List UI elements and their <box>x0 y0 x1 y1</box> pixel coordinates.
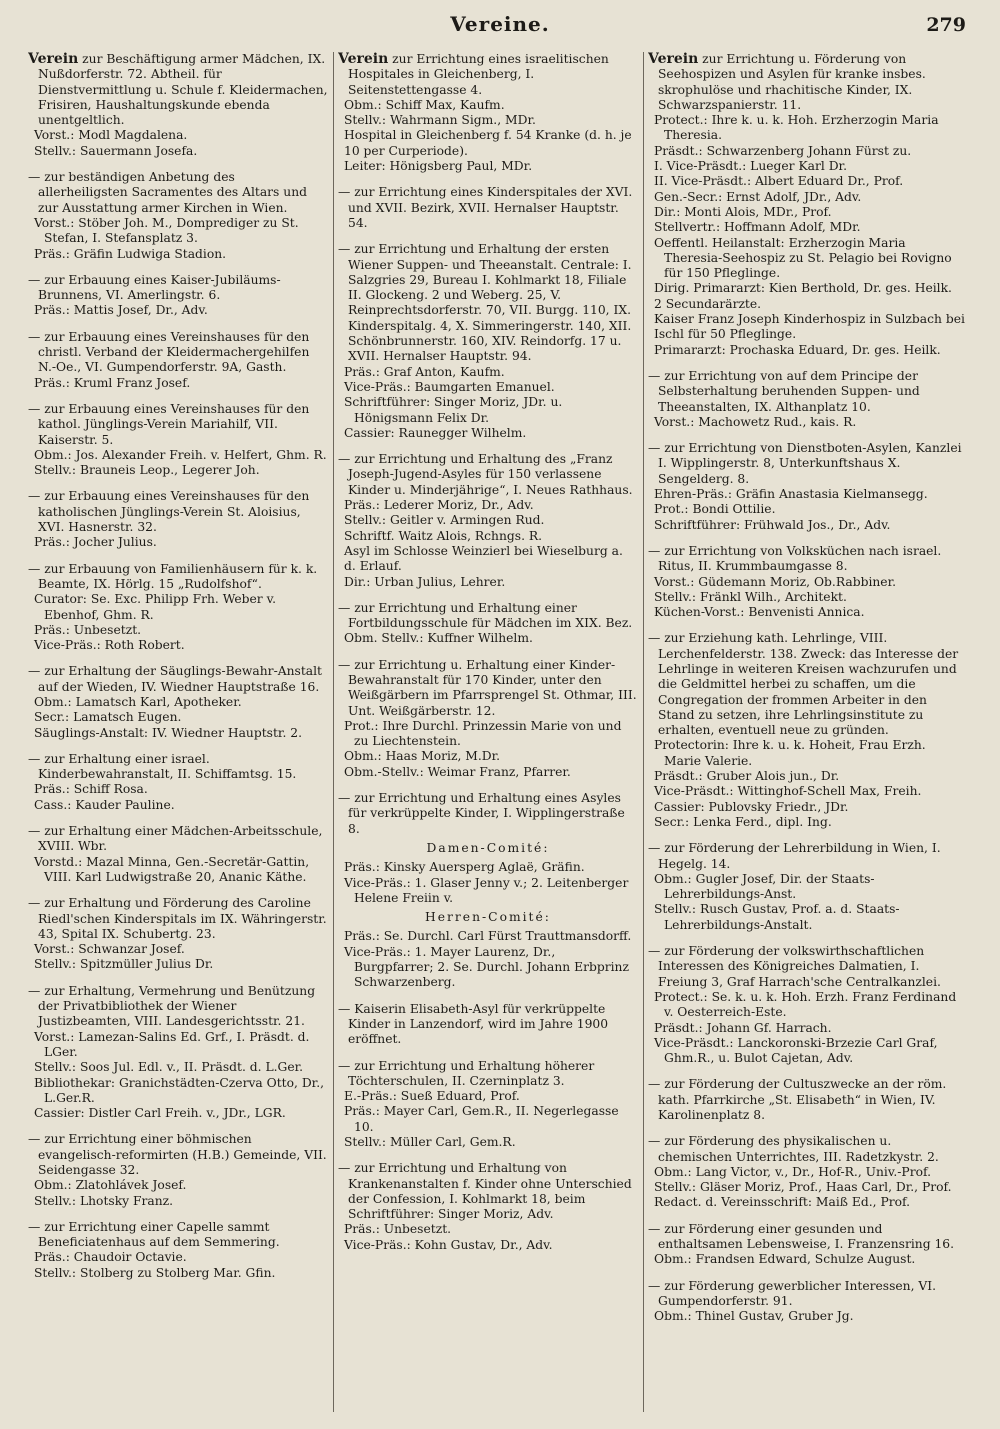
entry-line: II. Vice-Präsdt.: Albert Eduard Dr., Prof. <box>654 174 904 189</box>
entry-line: Präs.: Chaudoir Octavie. <box>34 1250 187 1265</box>
entry-line: Stellv.: Lhotsky Franz. <box>34 1193 174 1208</box>
entry-line: Präsdt.: Johann Gf. Harrach. <box>654 1020 832 1035</box>
directory-entry <box>28 562 328 654</box>
entry-heading: — zur Förderung des physikalischen u. chemischen Unterrichtes, III. Radetzkystr. 2. <box>648 1134 939 1164</box>
entry-heading: — zur Erhaltung der Säuglings-Bewahr-Anstalt auf der Wieden, IV. Wiedner Hauptstraße 16. <box>28 664 322 694</box>
directory-entry <box>648 369 966 430</box>
entry-line: Stellv.: Rusch Gustav, Prof. a. d. Staats-Lehrerbildungs-Anstalt. <box>654 902 900 932</box>
entry-line: Präs.: Lederer Moriz, Dr., Adv. <box>344 498 534 513</box>
entry-line: Vorst.: Schwanzar Josef. <box>34 942 185 957</box>
entry-line: Präs.: Kruml Franz Josef. <box>34 375 191 390</box>
directory-entry <box>28 896 328 972</box>
entry-heading: — zur Errichtung und Erhaltung höherer Töchterschulen, II. Czerninplatz 3. <box>338 1058 595 1088</box>
entry-line: Obm.: Haas Moriz, M.Dr. <box>344 749 501 764</box>
entry-line: I. Vice-Präsdt.: Lueger Karl Dr. <box>654 159 847 174</box>
entry-line: Secr.: Lamatsch Eugen. <box>34 710 182 725</box>
directory-entry <box>338 658 638 780</box>
entry-line: Primararzt: Prochaska Eduard, Dr. ges. Heilk. <box>654 342 941 357</box>
directory-entry <box>28 984 328 1122</box>
entry-line: Dir.: Urban Julius, Lehrer. <box>344 574 506 589</box>
column-3 <box>648 52 966 1422</box>
directory-entry <box>648 544 966 620</box>
entry-heading: — zur beständigen Anbetung des allerheiligsten Sacramentes des Altars und zur Ausstattung armer Kirchen in Wien. <box>28 170 307 215</box>
entry-line: Kaiser Franz Joseph Kinderhospiz in Sulzbach bei Ischl für 50 Pfleglinge. <box>654 312 965 342</box>
entry-line: Obm.: Schiff Max, Kaufm. <box>344 97 505 112</box>
entry-line: 2 Secundarärzte. <box>654 296 762 311</box>
entry-heading: — zur Errichtung und Erhaltung des „Franz Joseph-Jugend-Asyles für 150 verlassene Kinder u. Minderjährige“, I. Neues Rathhaus. <box>338 452 633 497</box>
entry-line: Stellv.: Fränkl Wilh., Architekt. <box>654 589 847 604</box>
entry-line: Dir.: Monti Alois, MDr., Prof. <box>654 204 832 219</box>
entry-line: Vorstd.: Mazal Minna, Gen.-Secretär-Gattin, VIII. Karl Ludwigstraße 20, Ananic Käthe. <box>34 854 310 884</box>
directory-entry <box>338 1161 638 1253</box>
entry-heading: — zur Errichtung von Volksküchen nach israel. Ritus, II. Krummbaumgasse 8. <box>648 543 942 574</box>
directory-entry <box>338 52 638 174</box>
directory-entry <box>648 1222 966 1268</box>
directory-entry <box>28 330 328 391</box>
entry-line: Präsdt.: Schwarzenberg Johann Fürst zu. <box>654 143 912 158</box>
lead-word: Verein <box>338 52 389 67</box>
entry-line: Gen.-Secr.: Ernst Adolf, JDr., Adv. <box>654 189 862 204</box>
entry-heading: — zur Erhaltung und Förderung des Caroline Riedl'schen Kinderspitals im IX. Währingerstr. 43, Spital IX. Schubertg. 23. <box>28 896 327 941</box>
entry-line: Vice-Präs.: 1. Glaser Jenny v.; 2. Leitenberger Helene Freiin v. <box>344 875 629 905</box>
entry-heading: — zur Erbauung eines Vereinshauses für den kathol. Jünglings-Verein Mariahilf, VII. Kaiserstr. 5. <box>28 401 310 447</box>
entry-line: Stellv.: Spitzmüller Julius Dr. <box>34 957 214 972</box>
directory-entry <box>338 452 638 590</box>
directory-entry <box>648 441 966 533</box>
directory-entry <box>28 273 328 319</box>
entry-line: Schriftf. Waitz Alois, Rchngs. R. <box>344 528 543 543</box>
entry-line: Präs.: Mattis Josef, Dr., Adv. <box>34 303 208 318</box>
entry-line: Stellv.: Gläser Moriz, Prof., Haas Carl, Dr., Prof. <box>654 1180 952 1195</box>
entry-line: Damen-Comité: <box>426 840 550 855</box>
directory-entry <box>338 242 638 441</box>
entry-heading: — Kaiserin Elisabeth-Asyl für verkrüppelte Kinder in Lanzendorf, wird im Jahre 1900 eröffnet. <box>338 1001 609 1047</box>
entry-line: Oeffentl. Heilanstalt: Erzherzogin Maria Theresia-Seehospiz zu St. Pelagio bei Rovigno für 150 Pfleglinge. <box>654 235 952 281</box>
entry-line: Stellv.: Müller Carl, Gem.R. <box>344 1135 516 1149</box>
entry-line: Präs.: Gräfin Ludwiga Stadion. <box>34 246 227 261</box>
entry-line: Vice-Präs.: Roth Robert. <box>34 638 185 653</box>
entry-line: Vice-Präsdt.: Lanckoronski-Brzezie Carl Graf, Ghm.R., u. Bulot Cajetan, Adv. <box>654 1035 938 1066</box>
entry-line: Prot.: Ihre Durchl. Prinzessin Marie von und zu Liechtenstein. <box>344 718 622 749</box>
entry-line: Hospital in Gleichenberg f. 54 Kranke (d. h. je 10 per Curperiode). <box>344 128 632 158</box>
entry-heading: — zur Förderung der volkswirthschaftlichen Interessen des Königreiches Dalmatien, I. Freiung 3, Graf Harrach'sche Centralkanzlei. <box>648 944 941 989</box>
entry-line: Stellv.: Wahrmann Sigm., MDr. <box>344 113 536 128</box>
entry-line: Leiter: Hönigsberg Paul, MDr. <box>344 159 533 174</box>
entry-line: Stellv.: Geitler v. Armingen Rud. <box>344 513 545 528</box>
entry-heading: — zur Erziehung kath. Lehrlinge, VIII. Lerchenfelderstr. 138. Zweck: das Interesse der Lehrlinge in weiteren Kreisen wachzurufen und die Geldmittel herbei zu schaffen, um die Congregation der frommen Arbeiter in den Stand zu setzen, ihre Lehrlingsinstitute zu erhalten, eventuell neue zu gründen. <box>648 631 959 738</box>
entry-heading: — zur Erbauung eines Vereinshauses für den katholischen Jünglings-Verein St. Aloisius, XVI. Hasnerstr. 32. <box>28 489 310 535</box>
directory-entry <box>28 52 328 159</box>
entry-line: Obm.-Stellv.: Weimar Franz, Pfarrer. <box>344 764 571 779</box>
entry-line: Cass.: Kauder Pauline. <box>34 797 175 812</box>
directory-entry <box>338 185 638 231</box>
entry-line: E.-Präs.: Sueß Eduard, Prof. <box>344 1089 520 1104</box>
entry-line: Obm.: Lamatsch Karl, Apotheker. <box>34 694 242 709</box>
entry-line: Ehren-Präs.: Gräfin Anastasia Kielmansegg. <box>654 487 928 502</box>
entry-line: Vorst.: Modl Magdalena. <box>34 128 188 143</box>
entry-line: Dirig. Primararzt: Kien Berthold, Dr. ges. Heilk. <box>654 281 952 296</box>
entry-heading: Verein zur Beschäftigung armer Mädchen, IX. Nußdorferstr. 72. Abtheil. für Dienstvermittlung u. Schule f. Kleidermachen, Frisiren, Haushaltungskunde ebenda unentgeltlich. <box>28 52 328 128</box>
entry-line: Asyl im Schlosse Weinzierl bei Wieselburg a. d. Erlauf. <box>344 543 623 574</box>
directory-entry <box>28 1220 328 1281</box>
entry-line: Vice-Präs.: Baumgarten Emanuel. <box>344 379 555 394</box>
entry-heading: — zur Errichtung und Erhaltung einer Fortbildungsschule für Mädchen im XIX. Bez. <box>338 600 633 631</box>
entry-line: Schriftführer: Frühwald Jos., Dr., Adv. <box>654 517 891 532</box>
entry-line: Vorst.: Stöber Joh. M., Domprediger zu St. Stefan, I. Stefansplatz 3. <box>34 215 299 246</box>
column-2 <box>338 52 638 1422</box>
entry-line: Stellvertr.: Hoffmann Adolf, MDr. <box>654 220 861 235</box>
entry-line: Vice-Präsdt.: Wittinghof-Schell Max, Freih. <box>654 784 922 799</box>
entry-line: Protect.: Se. k. u. k. Hoh. Erzh. Franz Ferdinand v. Oesterreich-Este. <box>654 989 957 1020</box>
entry-line: Redact. d. Vereinsschrift: Maiß Ed., Prof. <box>654 1195 911 1210</box>
directory-entry <box>338 1002 638 1048</box>
entry-heading: — zur Erbauung eines Vereinshauses für den christl. Verband der Kleidermachergehilfen N.-Oe., VI. Gumpendorferstr. 9A, Gasth. <box>28 329 310 375</box>
directory-entry <box>28 402 328 478</box>
entry-line: Protect.: Ihre k. u. k. Hoh. Erzherzogin Maria Theresia. <box>654 113 939 143</box>
entry-line: Präsdt.: Gruber Alois jun., Dr. <box>654 769 840 784</box>
entry-line: Cassier: Raunegger Wilhelm. <box>344 425 527 440</box>
entry-heading: Verein zur Errichtung eines israelitischen Hospitales in Gleichenberg, I. Seitenstettengasse 4. <box>338 52 609 97</box>
entry-line: Obm.: Lang Victor, v., Dr., Hof-R., Univ.-Prof. <box>654 1164 931 1179</box>
entry-line: Cassier: Distler Carl Freih. v., JDr., LGR. <box>34 1106 286 1121</box>
entry-line: Präs.: Schiff Rosa. <box>34 782 148 797</box>
entry-line: Obm.: Zlatohlávek Josef. <box>34 1178 187 1193</box>
entry-heading: — zur Errichtung und Erhaltung der ersten Wiener Suppen- und Theeanstalt. Centrale: I. Salzgries 29, Bureau I. Kohlmarkt 18, Filiale II. Glockeng. 2 und Weberg. 25, V. Reinprechtsdorferstr. 70, VII. Burgg. 110, IX. Kinderspitalg. 4, X. Simmeringerstr. 140, XII. Schönbrunnerstr. 160, XIV. Reindorfg. 17 u. XVII. Hernalser Hauptstr. 94. <box>338 242 632 364</box>
entry-heading: — zur Förderung einer gesunden und enthaltsamen Lebensweise, I. Franzensring 16. <box>648 1221 955 1252</box>
text-columns <box>28 52 972 1422</box>
entry-heading: — zur Förderung der Lehrerbildung in Wien, I. Hegelg. 14. <box>648 841 941 871</box>
entry-heading: — zur Errichtung und Erhaltung von Krankenanstalten f. Kinder ohne Unterschied der Confession, I. Kohlmarkt 18, beim Schriftführer: Singer Moriz, Adv. <box>338 1161 632 1222</box>
entry-line: Stellv.: Brauneis Leop., Legerer Joh. <box>34 463 260 478</box>
entry-line: Küchen-Vorst.: Benvenisti Annica. <box>654 605 865 620</box>
directory-entry <box>28 664 328 740</box>
entry-heading: — zur Förderung der Cultuszwecke an der röm. kath. Pfarrkirche „St. Elisabeth“ in Wien, IV. Karolinenplatz 8. <box>648 1077 947 1122</box>
entry-heading: — zur Erbauung eines Kaiser-Jubiläums-Brunnens, VI. Amerlingstr. 6. <box>28 272 281 303</box>
directory-entry <box>648 1134 966 1210</box>
entry-heading: — zur Erhaltung einer israel. Kinderbewahranstalt, II. Schiffamtsg. 15. <box>28 751 297 782</box>
directory-entry <box>648 631 966 830</box>
directory-entry <box>28 752 328 813</box>
directory-entry <box>648 944 966 1066</box>
entry-heading: — zur Erbauung von Familienhäusern für k. k. Beamte, IX. Hörlg. 15 „Rudolfshof“. <box>28 561 318 591</box>
entry-heading: — zur Förderung gewerblicher Interessen, VI. Gumpendorferstr. 91. <box>648 1278 937 1308</box>
directory-entry <box>28 1132 328 1208</box>
entry-line: Bibliothekar: Granichstädten-Czerva Otto, Dr., L.Ger.R. <box>34 1075 325 1105</box>
page-number: 279 <box>926 14 966 36</box>
entry-heading: — zur Errichtung von auf dem Principe der Selbsterhaltung beruhenden Suppen- und Theeanstalten, IX. Althanplatz 10. <box>648 368 920 414</box>
directory-entry <box>648 52 966 358</box>
page-title: Vereine. <box>450 12 550 36</box>
entry-line: Prot.: Bondi Ottilie. <box>654 502 776 517</box>
column-divider <box>333 52 334 1412</box>
directory-entry <box>338 601 638 647</box>
entry-heading: — zur Errichtung u. Erhaltung einer Kinder-Bewahranstalt für 170 Kinder, unter den Weißgärbern im Pfarrsprengel St. Othmar, III. Unt. Weißgärberstr. 12. <box>338 657 637 718</box>
entry-line: Secr.: Lenka Ferd., dipl. Ing. <box>654 814 832 829</box>
entry-line: Obm.: Jos. Alexander Freih. v. Helfert, Ghm. R. <box>34 447 327 462</box>
entry-line: Vorst.: Güdemann Moriz, Ob.Rabbiner. <box>654 574 897 589</box>
entry-heading: — zur Erhaltung einer Mädchen-Arbeitsschule, XVIII. Wbr. <box>28 824 323 854</box>
running-head <box>0 12 1000 42</box>
entry-line: Protectorin: Ihre k. u. k. Hoheit, Frau Erzh. Marie Valerie. <box>654 738 926 768</box>
directory-entry <box>338 1059 638 1151</box>
entry-heading: — zur Errichtung einer Capelle sammt Beneficiatenhaus auf dem Semmering. <box>28 1219 280 1250</box>
entry-line: Obm.: Frandsen Edward, Schulze August. <box>654 1252 916 1267</box>
entry-line: Obm.: Thinel Gustav, Gruber Jg. <box>654 1309 854 1324</box>
entry-line: Stellv.: Stolberg zu Stolberg Mar. Gfin. <box>34 1265 276 1280</box>
entry-line: Stellv.: Soos Jul. Edl. v., II. Präsdt. d. L.Ger. <box>34 1060 304 1075</box>
directory-entry <box>648 841 966 933</box>
entry-line: Vice-Präs.: 1. Mayer Laurenz, Dr., Burgpfarrer; 2. Se. Durchl. Johann Erbprinz Schwarzenberg. <box>344 944 629 990</box>
column-divider <box>643 52 644 1412</box>
directory-entry <box>338 791 638 991</box>
entry-line: Präs.: Graf Anton, Kaufm. <box>344 364 505 379</box>
entry-line: Obm. Stellv.: Kuffner Wilhelm. <box>344 631 533 646</box>
entry-line: Cassier: Publovsky Friedr., JDr. <box>654 799 849 814</box>
entry-heading: Verein zur Errichtung u. Förderung von Seehospizen und Asylen für kranke insbes. skrophulöse und rhachitische Kinder, IX. Schwarzspanierstr. 11. <box>648 52 926 112</box>
entry-line: Präs.: Jocher Julius. <box>34 535 157 550</box>
directory-entry <box>648 1077 966 1123</box>
entry-line: Präs.: Unbesetzt. <box>344 1222 452 1237</box>
lead-word: Verein <box>648 52 699 67</box>
entry-line: Obm.: Gugler Josef, Dir. der Staats-Lehrerbildungs-Anst. <box>654 871 875 902</box>
entry-line: Präs.: Kinsky Auersperg Aglaë, Gräfin. <box>344 860 585 875</box>
entry-line: Präs.: Unbesetzt. <box>34 622 142 637</box>
directory-entry <box>28 170 328 262</box>
entry-heading: — zur Erhaltung, Vermehrung und Benützung der Privatbibliothek der Wiener Justizbeamten, VIII. Landesgerichtsstr. 21. <box>28 983 316 1029</box>
entry-heading: — zur Errichtung einer böhmischen evangelisch-reformirten (H.B.) Gemeinde, VII. Seidengasse 32. <box>28 1132 327 1177</box>
entry-line: Vice-Präs.: Kohn Gustav, Dr., Adv. <box>344 1237 553 1252</box>
entry-line: Vorst.: Machowetz Rud., kais. R. <box>654 414 857 429</box>
entry-line: Stellv.: Sauermann Josefa. <box>34 143 198 158</box>
entry-line: Herren-Comité: <box>425 910 551 925</box>
entry-heading: — zur Errichtung und Erhaltung eines Asyles für verkrüppelte Kinder, I. Wipplingerstraße 8. <box>338 791 625 836</box>
entry-line: Curator: Se. Exc. Philipp Frh. Weber v. Ebenhof, Ghm. R. <box>34 592 276 622</box>
entry-heading: — zur Errichtung von Dienstboten-Asylen, Kanzlei I. Wipplingerstr. 8, Unterkunftshaus X. Sengelderg. 8. <box>648 441 962 486</box>
directory-entry <box>28 824 328 885</box>
entry-line: Präs.: Mayer Carl, Gem.R., II. Negerlegasse 10. <box>344 1104 619 1134</box>
entry-line: Schriftführer: Singer Moriz, JDr. u. Hönigsmann Felix Dr. <box>344 395 563 425</box>
entry-line: Präs.: Se. Durchl. Carl Fürst Trauttmansdorff. <box>344 929 632 944</box>
directory-entry <box>28 489 328 550</box>
entry-heading: — zur Errichtung eines Kinderspitales der XVI. und XVII. Bezirk, XVII. Hernalser Hauptstr. 54. <box>338 185 633 230</box>
entry-line: Säuglings-Anstalt: IV. Wiedner Hauptstr. 2. <box>34 725 302 740</box>
entry-line: Vorst.: Lamezan-Salins Ed. Grf., I. Präsdt. d. LGer. <box>34 1029 310 1059</box>
column-1 <box>28 52 328 1422</box>
directory-entry <box>648 1279 966 1325</box>
lead-word: Verein <box>28 52 79 67</box>
